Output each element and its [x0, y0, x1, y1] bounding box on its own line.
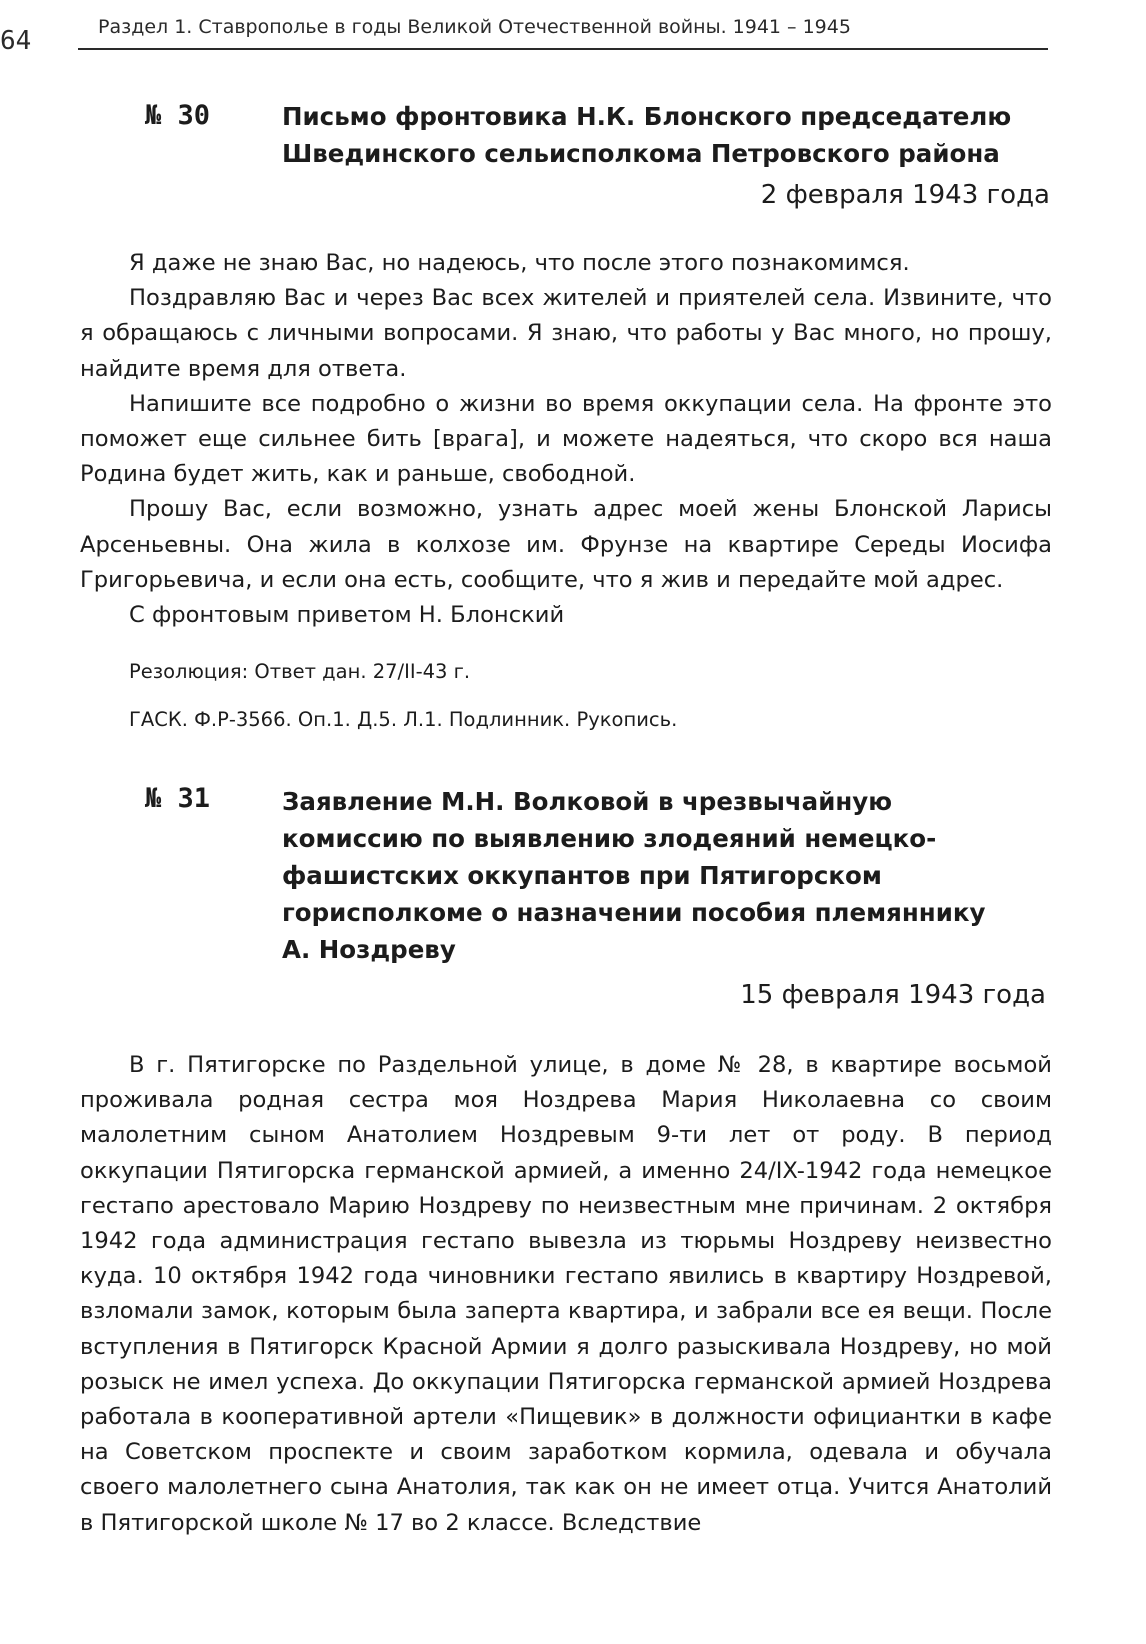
doc-30-number: № 30 [145, 100, 211, 131]
doc-31-title-line: А. Ноздреву [282, 935, 456, 964]
doc-30-paragraph: Я даже не знаю Вас, но надеюсь, что после этого познакомимся. [129, 250, 910, 276]
header-rule [78, 48, 1048, 50]
doc-30-title-line-1: Письмо фронтовика Н.К. Блонского председателю [282, 102, 1012, 131]
doc-31-title-line: Заявление М.Н. Волковой в чрезвычайную [282, 787, 893, 816]
doc-30-title-line-2: Швединского сельисполкома Петровского района [282, 139, 1000, 168]
doc-31-number: № 31 [145, 783, 211, 814]
doc-31-title [282, 783, 1052, 968]
doc-31-paragraph: В г. Пятигорске по Раздельной улице, в доме № 28, в квартире восьмой проживала родная сестра моя Ноздрева Мария Николаевна со своим малолетним сыном Анатолием Ноздревым 9-ти лет от роду. В период оккупации Пятигорска германской армией, а именно 24/IX-1942 года немецкое гестапо арестовало Марию Ноздреву по неизвестным мне причинам. 2 октября 1942 года администрация гестапо вывезла из тюрьмы Ноздреву неизвестно куда. 10 октября 1942 года чиновники гестапо явились в квартиру Ноздревой, взломали замок, которым была заперта квартира, и забрали все ея вещи. После вступления в Пятигорск Красной Армии я долго разыскивала Ноздреву, но мой розыск не имел успеха. До оккупации Пятигорска германской армией Ноздрева работала в кооперативной артели «Пищевик» в должности официантки в кафе на Советском проспекте и своим заработком кормила, одевала и обучала своего малолетнего сына Анатолия, так как он не имеет отца. Учится Анатолий в Пятигорской школе № 17 во 2 классе. Вследствие [80, 1052, 1052, 1536]
doc-31-title-line: комиссию по выявлению злодеяний немецко- [282, 824, 937, 853]
doc-30-paragraph: Поздравляю Вас и через Вас всех жителей и приятелей села. Извините, что я обращаюсь с личными вопросами. Я знаю, что работы у Вас много, но прошу, найдите время для ответа. [80, 285, 1052, 382]
page-number: 64 [0, 26, 32, 56]
doc-31-body [80, 1048, 1052, 1541]
doc-30-date: 2 февраля 1943 года [760, 180, 1050, 210]
doc-31-title-line: фашистских оккупантов при Пятигорском [282, 861, 882, 890]
doc-30-paragraph: Прошу Вас, если возможно, узнать адрес моей жены Блонской Ларисы Арсеньевны. Она жила в колхозе им. Фрунзе на квартире Середы Иосифа Григорьевича, и если она есть, сообщите, что я жив и передайте мой адрес. [80, 496, 1052, 593]
doc-30-signature: С фронтовым приветом Н. Блонский [129, 602, 565, 629]
doc-30-source: ГАСК. Ф.Р-3566. Оп.1. Д.5. Л.1. Подлинник. Рукопись. [129, 708, 678, 731]
doc-31-title-line: горисполкоме о назначении пособия племяннику [282, 898, 986, 927]
doc-30-body [80, 246, 1052, 633]
doc-30-title [282, 98, 1052, 172]
running-head: Раздел 1. Ставрополье в годы Великой Отечественной войны. 1941 – 1945 [98, 16, 851, 38]
doc-30-paragraph: Напишите все подробно о жизни во время оккупации села. На фронте это поможет еще сильнее бить [врага], и можете надеяться, что скоро вся наша Родина будет жить, как и раньше, свободной. [80, 390, 1052, 488]
doc-31-date: 15 февраля 1943 года [740, 980, 1046, 1010]
doc-30-resolution: Резолюция: Ответ дан. 27/II-43 г. [129, 660, 471, 683]
